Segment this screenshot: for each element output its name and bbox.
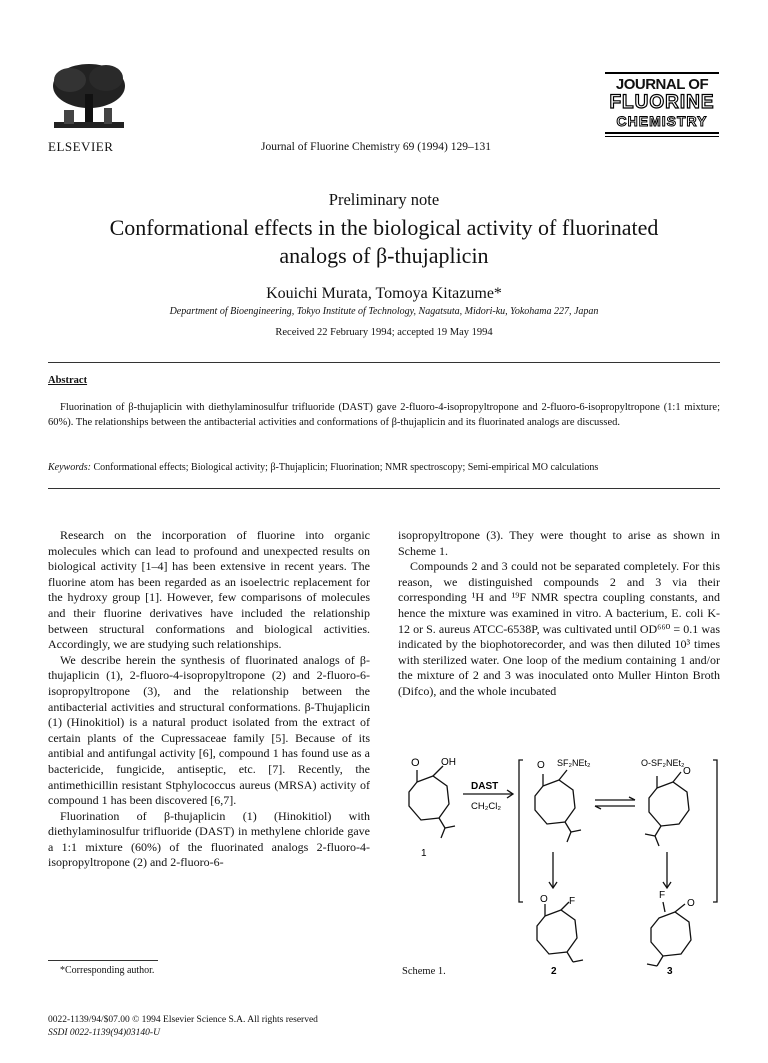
label-o: O: [540, 894, 548, 905]
label-o: O: [537, 760, 545, 771]
label-f: F: [569, 896, 576, 907]
label-o: O: [411, 757, 420, 769]
divider-top: [48, 362, 720, 363]
journal-citation: Journal of Fluorine Chemistry 69 (1994) 129–131: [261, 141, 491, 153]
title-line-2: analogs of β-thujaplicin: [279, 243, 489, 268]
compound-1-label: 1: [421, 848, 427, 859]
label-oh: OH: [441, 757, 456, 768]
keywords-list: Conformational effects; Biological activity; β-Thujaplicin; Fluorination; NMR spectroscopy; Semi-empirical MO calculations: [93, 462, 599, 473]
paragraph: Research on the incorporation of fluorine into organic molecules which can lead to profound and unexpected results on biological activity [1–4] has been extensive in recent years. The fluorine atom has been regarded as an isoelectric replacement for the hydroxy group [1]. However, few comparisons of molecules and their fluorine derivatives have included the relationship between structural conformations and biological activities. Accordingly, we are studying such relationships.: [48, 528, 370, 652]
scheme-1-diagram: [395, 752, 725, 977]
copyright-block: [48, 1014, 318, 1040]
scheme-caption: Scheme 1.: [402, 966, 446, 977]
compound-2-label: 2: [551, 966, 557, 977]
issn-line: 0022-1139/94/$07.00 © 1994 Elsevier Science S.A. All rights reserved: [48, 1015, 318, 1025]
journal-logo: [605, 72, 719, 150]
paragraph: Compounds 2 and 3 could not be separated completely. For this reason, we distinguished compounds 2 and 3 via their corresponding ¹H and ¹⁹F NMR spectra coupling constants, and hence the mixture was examined in vitro. A bacterium, E. coli K-12 or S. aureus ATCC-6538P, was cultivated until OD⁶⁶⁰ = 0.1 was indicated by the biophotorecorder, and was then diluted 10³ times with sterilized water. One loop of the medium containing 1 and/or the mixture of 2 and 3 was inoculated onto Muller Hinton Broth (Difco), and the whole incubated: [398, 559, 720, 698]
ring-compound-1: [409, 776, 449, 820]
received-dates: Received 22 February 1994; accepted 19 May 1994: [275, 327, 493, 338]
article-type: Preliminary note: [328, 190, 440, 209]
keywords: [48, 462, 720, 473]
title-line-1: Conformational effects in the biological activity of fluorinated: [109, 215, 659, 240]
compound-3-label: 3: [667, 966, 673, 977]
body-left-column: [48, 528, 370, 871]
journal-logo-line3: CHEMISTRY: [616, 113, 708, 129]
footnote: *Corresponding author.: [60, 965, 155, 976]
footnote-divider: [48, 960, 158, 961]
divider-bottom: [48, 488, 720, 489]
authors: Kouichi Murata, Tomoya Kitazume*: [266, 285, 502, 302]
label-o: O: [683, 766, 691, 777]
ssdi-line: SSDI 0022-1139(94)03140-U: [48, 1028, 160, 1038]
label-f: F: [659, 890, 666, 901]
keywords-label: Keywords:: [48, 462, 91, 473]
journal-logo-line1: JOURNAL OF: [615, 76, 709, 93]
abstract-text: Fluorination of β-thujaplicin with diethylaminosulfur trifluoride (DAST) gave 2-fluoro-4-isopropyltropone and 2-fluoro-6-isopropyltropone (1:1 mixture; 60%). The relationships between the antibacterial activities and conformations of β-thujaplicin and its fluorinated analogs are discussed.: [48, 402, 720, 428]
article-title: [0, 214, 768, 270]
elsevier-tree-logo: [48, 58, 130, 136]
paragraph: Fluorination of β-thujaplicin (1) (Hinokitiol) with diethylaminosulfur trifluoride (DAST) in methylene chloride gave a 1:1 mixture (60%) of the fluorinated analogs 2-fluoro-4-isopropyltropone (2) and 2-fluoro-6-: [48, 808, 370, 870]
reagent-top: DAST: [471, 781, 499, 792]
paragraph: isopropyltropone (3). They were thought to arise as shown in Scheme 1.: [398, 528, 720, 558]
label-sf2net2: SF₂NEt₂: [557, 758, 591, 768]
body-right-column: [398, 528, 720, 700]
journal-logo-line2: FLUORINE: [609, 92, 715, 113]
paragraph: We describe herein the synthesis of fluorinated analogs of β-thujaplicin (1), 2-fluoro-4-isopropyltropone (2) and 2-fluoro-6-isopropyltropone (3), and the relationship between the antibacterial activities and structural conformations. β-Thujaplicin (1) (Hinokitiol) is a natural product isolated from the extract of certain plants of the Cupressaceae family [5]. Because of its antibial and antifungal activity [6], compound 1 has found use as a bactericide, fungicide, antiseptic, etc. [7]. Recently, the antimethicillin resistant Stphylococcus aureus (MRSA) activity of compound 1 has been discovered [6,7].: [48, 652, 370, 808]
label-o-sf2net2: O-SF₂NEt₂: [641, 758, 685, 768]
publisher-name: ELSEVIER: [48, 139, 114, 154]
label-o: O: [687, 898, 695, 909]
affiliation: Department of Bioengineering, Tokyo Institute of Technology, Nagatsuta, Midori-ku, Yokohama 227, Japan: [169, 306, 599, 317]
reagent-bottom: CH₂Cl₂: [471, 801, 502, 812]
abstract-heading: Abstract: [48, 375, 88, 386]
